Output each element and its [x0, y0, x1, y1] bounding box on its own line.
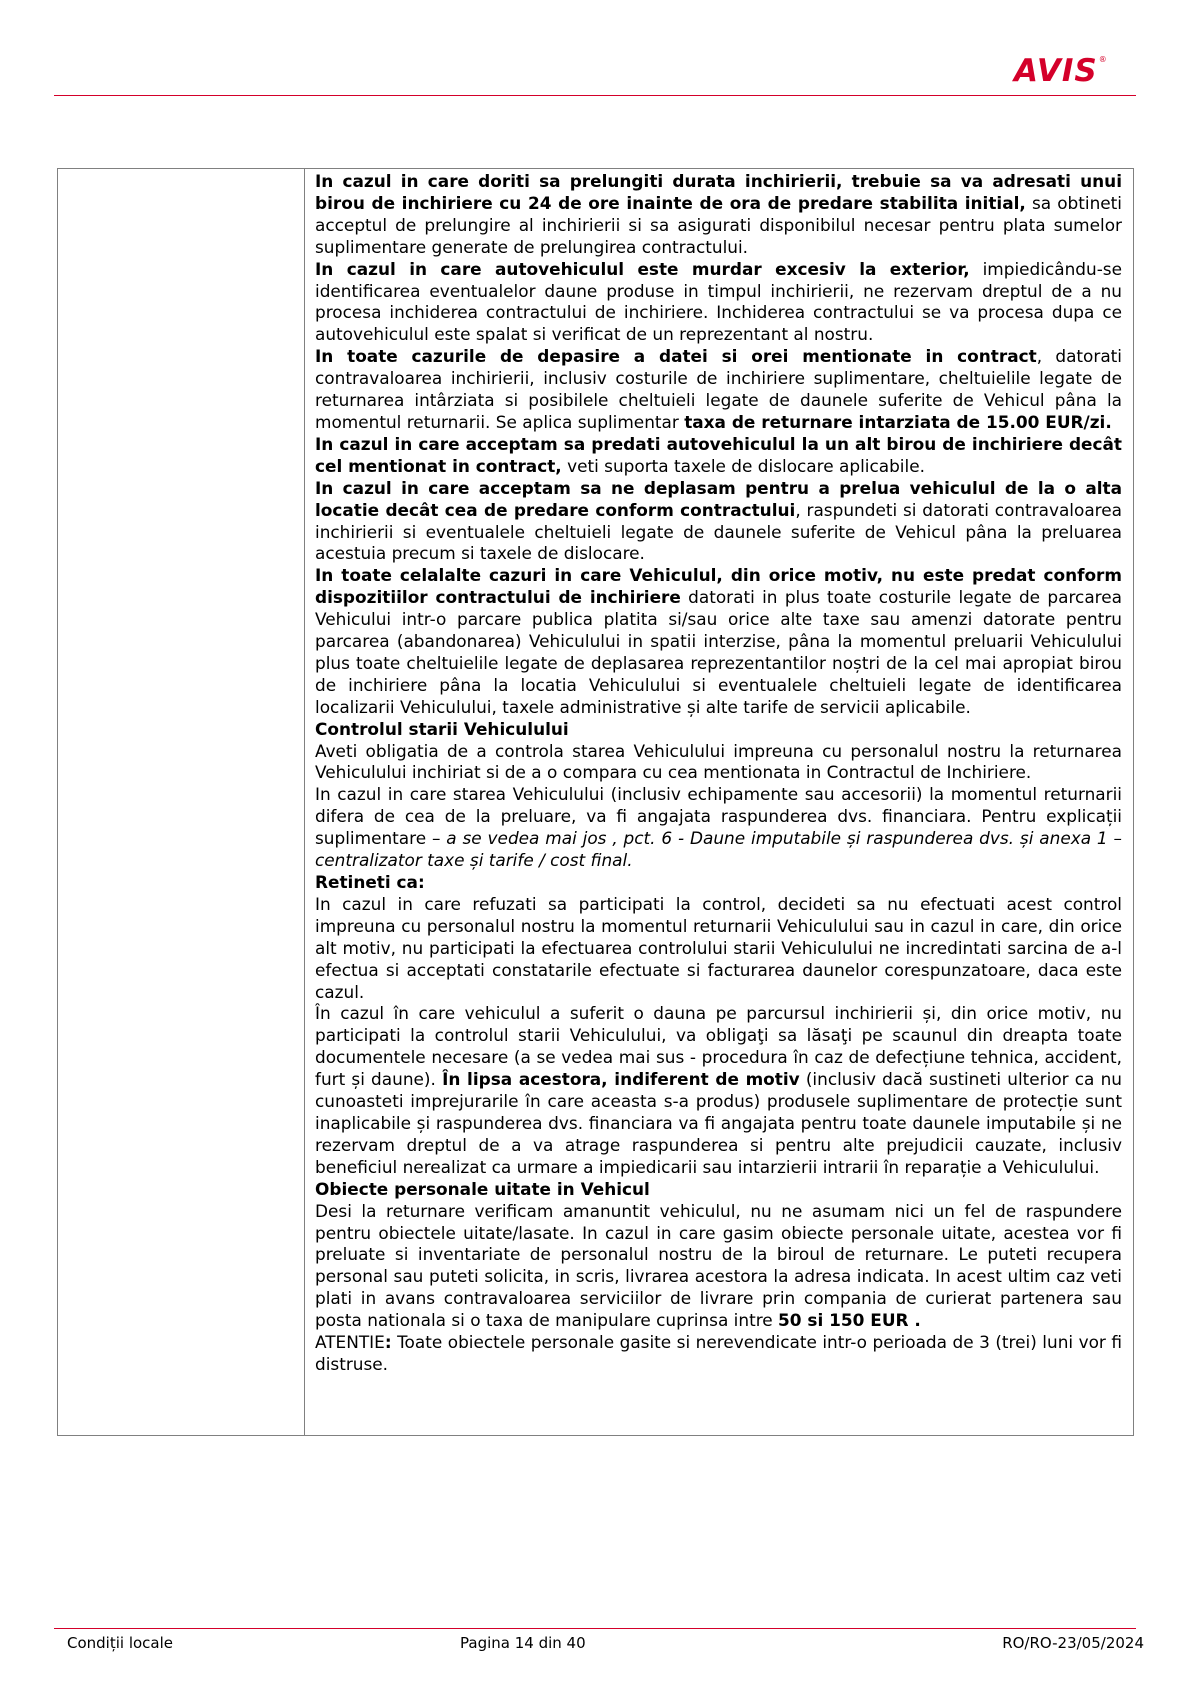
footer-document-code: RO/RO-23/05/2024	[1002, 1634, 1144, 1652]
table-row	[58, 169, 1134, 1436]
paragraph-condition-difference: In cazul in care starea Vehiculului (inclusiv echipamente sau accesorii) la momentul returnarii difera de cea de la preluare, va fi angajata raspunderea dvs. financiara. Pentru explicații suplimentare – a se vedea mai jos , pct. 6 - Daune imputabile și raspunderea dvs. și anexa 1 – centralizator taxe și tarife / cost final.	[315, 784, 1122, 871]
heading-forgotten-items: Obiecte personale uitate in Vehicul	[315, 1178, 650, 1199]
paragraph-attention: ATENTIE: Toate obiectele personale gasite si nerevendicate intr-o perioada de 3 (trei) luni vor fi distruse.	[315, 1332, 1122, 1374]
paragraph-damage-documents: În cazul în care vehiculul a suferit o dauna pe parcursul inchirierii și, din orice motiv, nu participati la controlul starii Vehiculului, va obligaţi sa lăsaţi pe scaunul din dreapta toate documentele necesare (a se vedea mai sus - procedura în caz de defecțiune tehnica, accident, furt și daune). În lipsa acestora, indiferent de motiv (inclusiv dacă sustineti ulterior ca nu cunoasteti imprejurarile în care aceasta s-a produs) produsele suplimentare de protecție sunt inaplicabile și raspunderea dvs. financiara va fi angajata pentru toate daunele imputabile și ne rezervam dreptul de a va atrage raspunderea si pentru alte prejudicii cauzate, inclusiv beneficiul nerealizat ca urmare a impiedicarii sau intarzierii intrarii în reparație a Vehiculului.	[315, 1003, 1122, 1177]
paragraph-forgotten-items: Desi la returnare verificam amanuntit vehiculul, nu ne asumam nici un fel de raspundere pentru obiectele uitate/lasate. In cazul in care gasim obiecte personale uitate, acestea vor fi preluate si inventariate de personalul nostru de la biroul de returnare. Le puteti recupera personal sau puteti solicita, in scris, livrarea acestora la adresa indicata. In acest ultim caz veti plati in avans contravaloarea serviciilor de livrare prin compania de curierat partenera sau posta nationala si o taxa de manipulare cuprinsa intre 50 si 150 EUR .	[315, 1200, 1122, 1331]
avis-logo: AVIS®	[1014, 53, 1108, 89]
conditions-text	[315, 171, 1122, 1376]
paragraph-pickup-other-location: In cazul in care acceptam sa ne deplasam pentru a prelua vehiculul de la o alta locatie decât cea de predare conform contractului, raspundeti si datorati contravaloarea inchirierii si eventualele cheltuieli legate de daunele suferite de Vehicul pâna la preluarea acestuia precum si taxele de dislocare.	[315, 477, 1122, 564]
paragraph-check-obligation: Aveti obligatia de a controla starea Vehiculului impreuna cu personalul nostru la returnarea Vehiculului inchiriat si de a o compara cu cea mentionata in Contractul de Inchiriere.	[315, 740, 1122, 783]
footer-document-name: Condiții locale	[67, 1634, 174, 1652]
header-divider	[54, 95, 1136, 96]
registered-mark: ®	[1098, 55, 1108, 64]
conditions-table	[57, 168, 1134, 1436]
heading-remember: Retineti ca:	[315, 872, 425, 892]
footer-divider	[54, 1628, 1136, 1629]
footer-page-number: Pagina 14 din 40	[460, 1634, 586, 1652]
paragraph-late-return: In toate cazurile de depasire a datei si orei mentionate in contract, datorati contravaloarea inchirierii, inclusiv costurile de inchiriere suplimentare, cheltuielile legate de returnarea intârziata si posibilele cheltuieli legate de daunele suferite de Vehicul pâna la momentul returnarii. Se aplica suplimentar taxa de returnare intarziata de 15.00 EUR/zi.	[315, 346, 1122, 432]
paragraph-dirty-vehicle: In cazul in care autovehiculul este murdar excesiv la exterior, impiedicându-se identificarea eventualelor daune produse in timpul inchirierii, ne rezervam dreptul de a nu procesa inchiderea contractului de inchiriere. Inchiderea contractului se va procesa dupa ce autovehiculul este spalat si verificat de un reprezentant al nostru.	[315, 258, 1122, 345]
paragraph-extension: In cazul in care doriti sa prelungiti durata inchirierii, trebuie sa va adresati unui birou de inchiriere cu 24 de ore inainte de ora de predare stabilita initial, sa obtineti acceptul de prelungire al inchirierii si sa asigurati disponibilul necesar pentru plata sumelor suplimentare generate de prelungirea contractului.	[315, 171, 1122, 257]
section-title-cell	[58, 169, 305, 1436]
heading-vehicle-check: Controlul starii Vehiculului	[315, 718, 569, 739]
paragraph-other-office: In cazul in care acceptam sa predati autovehiculul la un alt birou de inchiriere decât cel mentionat in contract, veti suporta taxele de dislocare aplicabile.	[315, 433, 1122, 476]
paragraph-refuse-check: In cazul in care refuzati sa participati la control, decideti sa nu efectuati acest control impreuna cu personalul nostru la momentul returnarii Vehiculului sau in cazul in care, din orice alt motiv, nu participati la efectuarea controlului starii Vehiculului ne incredintati sarcina de a-l efectua si acceptati constatarile efectuate si facturarea daunelor corespunzatoare, daca este cazul.	[315, 893, 1122, 1002]
section-content-cell	[305, 169, 1134, 1436]
paragraph-other-cases: In toate celalalte cazuri in care Vehiculul, din orice motiv, nu este predat conform dispozitiilor contractului de inchiriere datorati in plus toate costurile legate de parcarea Vehicului intr-o parcare publica platita si/sau orice alte taxe sau amenzi datorate pentru parcarea (abandonarea) Vehiculului in spatii interzise, pâna la momentul preluarii Vehiculului plus toate cheltuielile legate de deplasarea reprezentantilor noștri de la cel mai apropiat birou de inchiriere pâna la locatia Vehiculului si eventualele cheltuieli legate de identificarea localizarii Vehiculului, taxele administrative și alte tarife de servicii aplicabile.	[315, 565, 1122, 717]
